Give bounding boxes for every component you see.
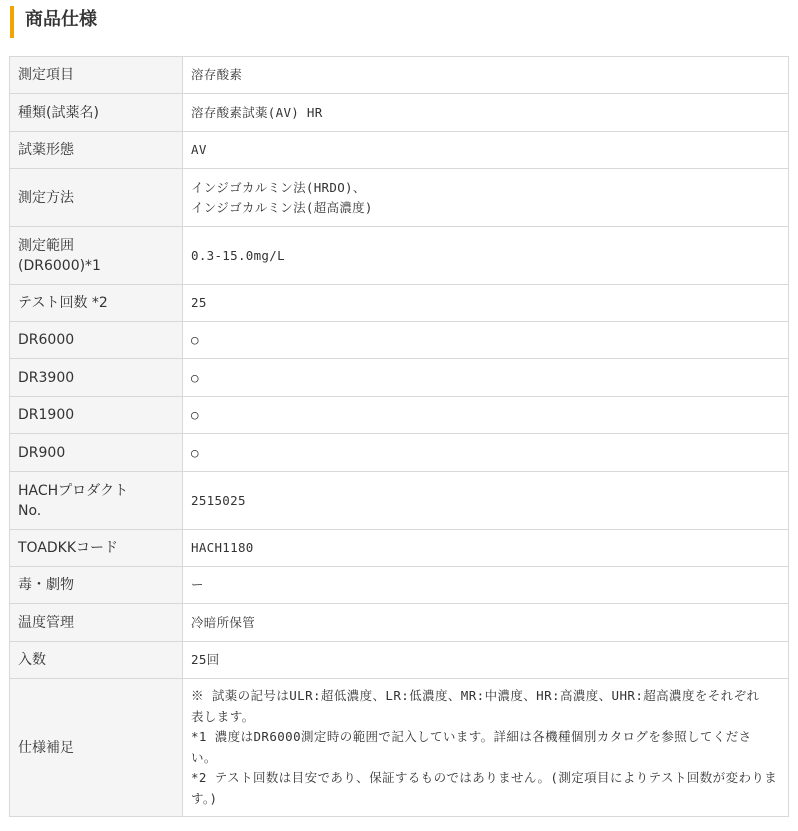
spec-table <box>9 56 789 817</box>
spec-row-notes <box>10 679 789 817</box>
spec-label: 毒・劇物 <box>10 567 183 604</box>
spec-label: DR6000 <box>10 322 183 359</box>
spec-value: 冷暗所保管 <box>183 604 789 642</box>
section-header <box>8 4 790 40</box>
spec-row-toadkk-code <box>10 530 789 567</box>
spec-value: 溶存酸素試薬(AV) HR <box>183 94 789 132</box>
spec-row-hach-product-no <box>10 472 789 530</box>
spec-value: 25 <box>183 285 789 322</box>
spec-row-dr1900 <box>10 397 789 434</box>
spec-label: 測定方法 <box>10 169 183 227</box>
spec-value: 2515025 <box>183 472 789 530</box>
spec-label-line: 測定範囲 <box>18 237 74 254</box>
spec-value: 25回 <box>183 642 789 679</box>
spec-label: 測定項目 <box>10 57 183 94</box>
notes-line: い。 <box>191 749 217 765</box>
spec-row-poison <box>10 567 789 604</box>
spec-label-line: HACHプロダクト <box>18 482 129 499</box>
spec-label: DR900 <box>10 434 183 472</box>
spec-row-reagent-name <box>10 94 789 132</box>
spec-value: HACH1180 <box>183 530 789 567</box>
notes-line: 表します。 <box>191 708 255 724</box>
spec-label: 試薬形態 <box>10 132 183 169</box>
spec-row-temperature <box>10 604 789 642</box>
spec-label: DR3900 <box>10 359 183 397</box>
section-accent-bar <box>10 6 14 38</box>
compatibility-mark: ○ <box>183 434 789 472</box>
spec-label-line: No. <box>18 502 42 519</box>
spec-row-quantity <box>10 642 789 679</box>
spec-label: テスト回数 *2 <box>10 285 183 322</box>
spec-row-measurement-item <box>10 57 789 94</box>
spec-value: 溶存酸素 <box>183 57 789 94</box>
notes-line: す。) <box>191 790 218 806</box>
spec-label: 温度管理 <box>10 604 183 642</box>
compatibility-mark: ○ <box>183 359 789 397</box>
notes-line: ※ 試薬の記号はULR:超低濃度、LR:低濃度、MR:中濃度、HR:高濃度、UHR:超高濃度をそれぞれ <box>191 688 760 703</box>
spec-label <box>10 472 183 530</box>
spec-row-measurement-method <box>10 169 789 227</box>
spec-label: DR1900 <box>10 397 183 434</box>
compatibility-mark: ○ <box>183 322 789 359</box>
spec-notes <box>183 679 789 817</box>
notes-line: *1 濃度はDR6000測定時の範囲で記入しています。詳細は各機種個別カタログを参照してくださ <box>191 729 752 744</box>
spec-label: 種類(試薬名) <box>10 94 183 132</box>
notes-line: *2 テスト回数は目安であり、保証するものではありません。(測定項目によりテスト回数が変わりま <box>191 770 778 785</box>
spec-row-reagent-form <box>10 132 789 169</box>
spec-row-measurement-range <box>10 227 789 285</box>
spec-row-dr3900 <box>10 359 789 397</box>
spec-value-line: インジゴカルミン法(HRDO)、 <box>191 179 366 195</box>
spec-value: 0.3-15.0mg/L <box>183 227 789 285</box>
compatibility-mark: ○ <box>183 397 789 434</box>
spec-value: ー <box>183 567 789 604</box>
spec-label: TOADKKコード <box>10 530 183 567</box>
spec-label: 仕様補足 <box>10 679 183 817</box>
spec-value <box>183 169 789 227</box>
spec-row-dr900 <box>10 434 789 472</box>
spec-value-line: インジゴカルミン法(超高濃度) <box>191 199 373 215</box>
spec-label <box>10 227 183 285</box>
spec-label-line: (DR6000)*1 <box>18 257 101 274</box>
spec-row-dr6000 <box>10 322 789 359</box>
spec-row-test-count <box>10 285 789 322</box>
spec-value: AV <box>183 132 789 169</box>
spec-label: 入数 <box>10 642 183 679</box>
section-title: 商品仕様 <box>25 9 97 30</box>
